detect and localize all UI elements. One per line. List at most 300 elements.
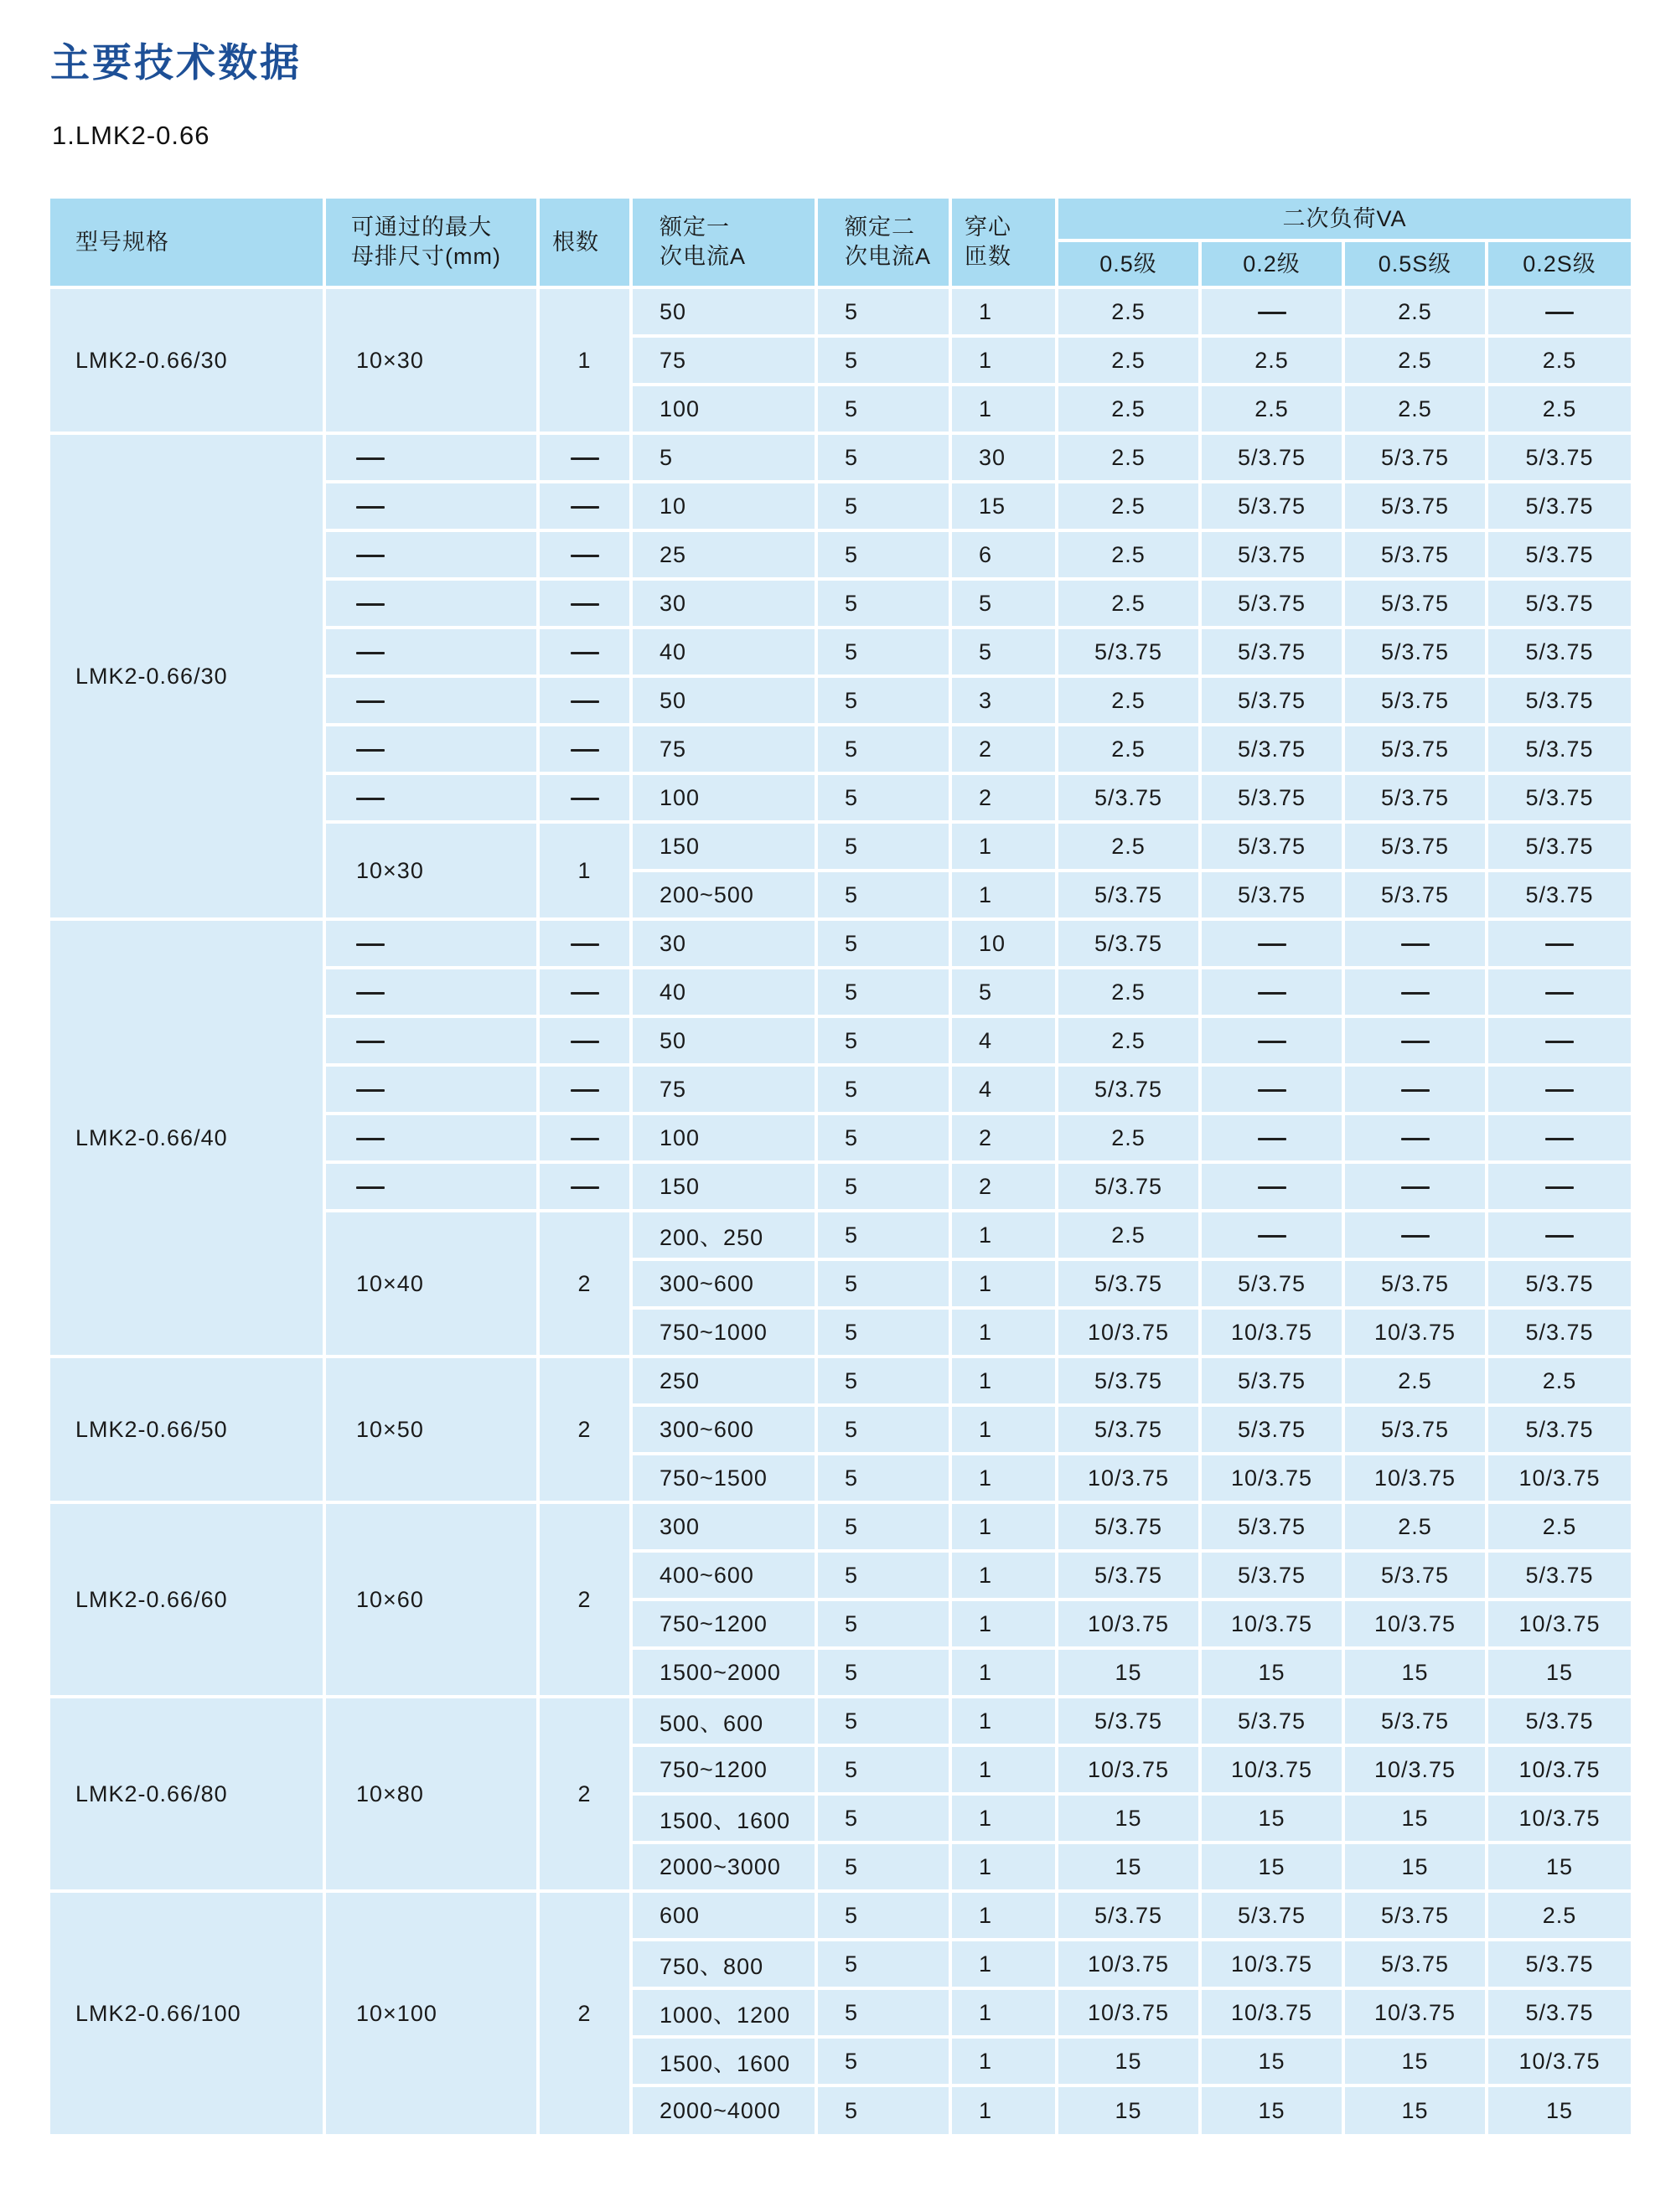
burden-cell-class-3: 10/3.75	[1487, 1745, 1631, 1794]
primary-current-cell: 25	[631, 530, 816, 579]
secondary-current-cell: 5	[816, 482, 950, 530]
dash-placeholder	[1401, 1186, 1430, 1189]
burden-cell-class-0: 2.5	[1057, 968, 1200, 1016]
primary-current-cell: 150	[631, 822, 816, 871]
dash-placeholder	[356, 1138, 385, 1140]
burden-cell-class-3: 5/3.75	[1487, 822, 1631, 871]
dash-placeholder	[1401, 1089, 1430, 1092]
burden-cell-class-3: 2.5	[1487, 1891, 1631, 1940]
turns-cell: 4	[950, 1065, 1057, 1114]
header-busbar: 可通过的最大 母排尺寸(mm)	[324, 199, 538, 287]
secondary-current-cell: 5	[816, 530, 950, 579]
burden-cell-class-1: 10/3.75	[1200, 1454, 1343, 1502]
turns-cell: 1	[950, 385, 1057, 433]
dash-placeholder	[356, 555, 385, 557]
dash-placeholder	[571, 603, 599, 606]
busbar-cell	[324, 773, 538, 822]
primary-current-cell: 750~1000	[631, 1308, 816, 1357]
burden-cell-class-1: 10/3.75	[1200, 1988, 1343, 2037]
dash-placeholder	[1545, 1186, 1574, 1189]
busbar-cell	[324, 676, 538, 725]
turns-cell: 1	[950, 1988, 1057, 2037]
dash-placeholder	[356, 992, 385, 995]
burden-cell-class-3: 5/3.75	[1487, 725, 1631, 773]
burden-cell-class-1: 15	[1200, 1648, 1343, 1697]
burden-cell-class-1: 15	[1200, 2037, 1343, 2085]
table-row	[50, 287, 1631, 336]
burden-cell-class-3: 15	[1487, 1842, 1631, 1891]
dash-placeholder	[356, 457, 385, 460]
burden-cell-class-1: 5/3.75	[1200, 1551, 1343, 1600]
burden-cell-class-2: 10/3.75	[1343, 1454, 1487, 1502]
busbar-cell	[324, 530, 538, 579]
roots-cell	[538, 725, 631, 773]
busbar-cell	[324, 725, 538, 773]
dash-placeholder	[1545, 943, 1574, 946]
burden-cell-class-1: 5/3.75	[1200, 433, 1343, 482]
roots-cell	[538, 676, 631, 725]
dash-placeholder	[571, 992, 599, 995]
dash-placeholder	[356, 1186, 385, 1189]
burden-cell-class-2	[1343, 968, 1487, 1016]
burden-cell-class-2: 15	[1343, 2085, 1487, 2134]
burden-cell-class-0: 2.5	[1057, 676, 1200, 725]
burden-cell-class-1: 10/3.75	[1200, 1940, 1343, 1988]
header-burden: 二次负荷VA	[1057, 199, 1631, 240]
secondary-current-cell: 5	[816, 1842, 950, 1891]
table-row	[50, 1697, 1631, 1745]
busbar-cell	[324, 1114, 538, 1162]
burden-cell-class-0: 5/3.75	[1057, 1259, 1200, 1308]
burden-cell-class-2: 2.5	[1343, 1502, 1487, 1551]
burden-cell-class-3	[1487, 1114, 1631, 1162]
secondary-current-cell: 5	[816, 2085, 950, 2134]
burden-cell-class-3: 5/3.75	[1487, 1551, 1631, 1600]
burden-cell-class-0: 2.5	[1057, 385, 1200, 433]
burden-cell-class-2: 5/3.75	[1343, 676, 1487, 725]
burden-cell-class-0: 2.5	[1057, 287, 1200, 336]
header-class-0: 0.5级	[1057, 240, 1200, 287]
turns-cell: 1	[950, 1211, 1057, 1259]
turns-cell: 5	[950, 628, 1057, 676]
dash-placeholder	[1401, 943, 1430, 946]
secondary-current-cell: 5	[816, 1697, 950, 1745]
turns-cell: 10	[950, 919, 1057, 968]
primary-current-cell: 2000~4000	[631, 2085, 816, 2134]
page-title: 主要技术数据	[50, 40, 302, 85]
dash-placeholder	[356, 700, 385, 703]
secondary-current-cell: 5	[816, 2037, 950, 2085]
burden-cell-class-1	[1200, 1211, 1343, 1259]
primary-current-cell: 750~1500	[631, 1454, 816, 1502]
turns-cell: 1	[950, 1940, 1057, 1988]
table-row	[50, 1891, 1631, 1940]
burden-cell-class-1: 5/3.75	[1200, 1891, 1343, 1940]
secondary-current-cell: 5	[816, 1891, 950, 1940]
burden-cell-class-0: 2.5	[1057, 336, 1200, 385]
burden-cell-class-2: 15	[1343, 1794, 1487, 1842]
burden-cell-class-1: 10/3.75	[1200, 1745, 1343, 1794]
primary-current-cell: 30	[631, 579, 816, 628]
burden-cell-class-3: 15	[1487, 1648, 1631, 1697]
roots-cell: 1	[538, 287, 631, 433]
burden-cell-class-2: 5/3.75	[1343, 1551, 1487, 1600]
table-row	[50, 433, 1631, 482]
primary-current-cell: 1500、1600	[631, 1794, 816, 1842]
burden-cell-class-3: 10/3.75	[1487, 2037, 1631, 2085]
burden-cell-class-1: 15	[1200, 2085, 1343, 2134]
burden-cell-class-2: 5/3.75	[1343, 1405, 1487, 1454]
busbar-cell: 10×80	[324, 1697, 538, 1891]
dash-placeholder	[1545, 1138, 1574, 1140]
secondary-current-cell: 5	[816, 725, 950, 773]
header-secondary-current: 额定二 次电流A	[816, 199, 950, 287]
primary-current-cell: 10	[631, 482, 816, 530]
dash-placeholder	[571, 943, 599, 946]
roots-cell	[538, 919, 631, 968]
burden-cell-class-1: 15	[1200, 1842, 1343, 1891]
burden-cell-class-3: 5/3.75	[1487, 871, 1631, 919]
burden-cell-class-0: 5/3.75	[1057, 1891, 1200, 1940]
secondary-current-cell: 5	[816, 579, 950, 628]
turns-cell: 1	[950, 871, 1057, 919]
turns-cell: 1	[950, 336, 1057, 385]
dash-placeholder	[571, 749, 599, 752]
burden-cell-class-3: 5/3.75	[1487, 530, 1631, 579]
primary-current-cell: 75	[631, 336, 816, 385]
primary-current-cell: 100	[631, 1114, 816, 1162]
secondary-current-cell: 5	[816, 1211, 950, 1259]
burden-cell-class-0: 15	[1057, 1842, 1200, 1891]
roots-cell: 2	[538, 1357, 631, 1502]
secondary-current-cell: 5	[816, 1648, 950, 1697]
turns-cell: 1	[950, 1648, 1057, 1697]
turns-cell: 15	[950, 482, 1057, 530]
header-turns: 穿心 匝数	[950, 199, 1057, 287]
busbar-cell: 10×100	[324, 1891, 538, 2134]
turns-cell: 2	[950, 1162, 1057, 1211]
busbar-cell	[324, 1065, 538, 1114]
burden-cell-class-0: 5/3.75	[1057, 1162, 1200, 1211]
model-series-subtitle: 1.LMK2-0.66	[52, 121, 210, 150]
spec-table-body	[50, 287, 1631, 2134]
secondary-current-cell: 5	[816, 1600, 950, 1648]
dash-placeholder	[1545, 1235, 1574, 1238]
burden-cell-class-1: 2.5	[1200, 385, 1343, 433]
burden-cell-class-3: 2.5	[1487, 385, 1631, 433]
burden-cell-class-3: 5/3.75	[1487, 676, 1631, 725]
burden-cell-class-0: 5/3.75	[1057, 1551, 1200, 1600]
secondary-current-cell: 5	[816, 1988, 950, 2037]
header-roots: 根数	[538, 199, 631, 287]
primary-current-cell: 1500、1600	[631, 2037, 816, 2085]
header-class-1: 0.2级	[1200, 240, 1343, 287]
burden-cell-class-0: 15	[1057, 2037, 1200, 2085]
burden-cell-class-1	[1200, 1065, 1343, 1114]
secondary-current-cell: 5	[816, 871, 950, 919]
burden-cell-class-0: 10/3.75	[1057, 1308, 1200, 1357]
busbar-cell: 10×30	[324, 822, 538, 919]
busbar-cell: 10×60	[324, 1502, 538, 1697]
burden-cell-class-2: 2.5	[1343, 1357, 1487, 1405]
turns-cell: 2	[950, 1114, 1057, 1162]
dash-placeholder	[1258, 312, 1286, 314]
primary-current-cell: 300~600	[631, 1259, 816, 1308]
turns-cell: 1	[950, 1259, 1057, 1308]
dash-placeholder	[356, 943, 385, 946]
busbar-cell: 10×50	[324, 1357, 538, 1502]
header-model: 型号规格	[50, 199, 324, 287]
turns-cell: 1	[950, 1405, 1057, 1454]
burden-cell-class-2	[1343, 1016, 1487, 1065]
roots-cell: 2	[538, 1697, 631, 1891]
primary-current-cell: 100	[631, 385, 816, 433]
burden-cell-class-1	[1200, 1162, 1343, 1211]
turns-cell: 1	[950, 1794, 1057, 1842]
model-cell: LMK2-0.66/60	[50, 1502, 324, 1697]
burden-cell-class-0: 2.5	[1057, 725, 1200, 773]
secondary-current-cell: 5	[816, 968, 950, 1016]
burden-cell-class-0: 5/3.75	[1057, 628, 1200, 676]
dash-placeholder	[1545, 1089, 1574, 1092]
dash-placeholder	[571, 1186, 599, 1189]
burden-cell-class-0: 2.5	[1057, 1114, 1200, 1162]
secondary-current-cell: 5	[816, 1405, 950, 1454]
burden-cell-class-2	[1343, 1211, 1487, 1259]
primary-current-cell: 200~500	[631, 871, 816, 919]
dash-placeholder	[356, 1089, 385, 1092]
primary-current-cell: 150	[631, 1162, 816, 1211]
primary-current-cell: 250	[631, 1357, 816, 1405]
secondary-current-cell: 5	[816, 1940, 950, 1988]
burden-cell-class-1	[1200, 968, 1343, 1016]
busbar-cell	[324, 1016, 538, 1065]
roots-cell	[538, 628, 631, 676]
dash-placeholder	[571, 798, 599, 800]
dash-placeholder	[571, 555, 599, 557]
burden-cell-class-3: 5/3.75	[1487, 1308, 1631, 1357]
model-cell: LMK2-0.66/40	[50, 919, 324, 1357]
turns-cell: 1	[950, 1308, 1057, 1357]
dash-placeholder	[1545, 992, 1574, 995]
burden-cell-class-1: 5/3.75	[1200, 676, 1343, 725]
roots-cell: 2	[538, 1891, 631, 2134]
turns-cell: 5	[950, 968, 1057, 1016]
burden-cell-class-3	[1487, 287, 1631, 336]
model-cell: LMK2-0.66/100	[50, 1891, 324, 2134]
secondary-current-cell: 5	[816, 1162, 950, 1211]
secondary-current-cell: 5	[816, 1794, 950, 1842]
burden-cell-class-1: 5/3.75	[1200, 1405, 1343, 1454]
roots-cell	[538, 579, 631, 628]
turns-cell: 2	[950, 725, 1057, 773]
burden-cell-class-1	[1200, 919, 1343, 968]
burden-cell-class-1: 5/3.75	[1200, 822, 1343, 871]
busbar-cell	[324, 968, 538, 1016]
burden-cell-class-2: 5/3.75	[1343, 773, 1487, 822]
model-cell: LMK2-0.66/80	[50, 1697, 324, 1891]
header-class-3: 0.2S级	[1487, 240, 1631, 287]
primary-current-cell: 2000~3000	[631, 1842, 816, 1891]
turns-cell: 1	[950, 1745, 1057, 1794]
burden-cell-class-0: 2.5	[1057, 482, 1200, 530]
burden-cell-class-0: 10/3.75	[1057, 1745, 1200, 1794]
secondary-current-cell: 5	[816, 433, 950, 482]
roots-cell	[538, 433, 631, 482]
dash-placeholder	[1401, 992, 1430, 995]
dash-placeholder	[1401, 1041, 1430, 1043]
header-class-2: 0.5S级	[1343, 240, 1487, 287]
turns-cell: 1	[950, 1842, 1057, 1891]
header-primary-current: 额定一 次电流A	[631, 199, 816, 287]
roots-cell	[538, 1065, 631, 1114]
burden-cell-class-3	[1487, 919, 1631, 968]
secondary-current-cell: 5	[816, 919, 950, 968]
model-cell: LMK2-0.66/50	[50, 1357, 324, 1502]
primary-current-cell: 50	[631, 1016, 816, 1065]
burden-cell-class-2: 5/3.75	[1343, 822, 1487, 871]
burden-cell-class-3: 5/3.75	[1487, 1988, 1631, 2037]
burden-cell-class-2: 15	[1343, 1648, 1487, 1697]
dash-placeholder	[1545, 1041, 1574, 1043]
burden-cell-class-1: 5/3.75	[1200, 725, 1343, 773]
burden-cell-class-3: 5/3.75	[1487, 1697, 1631, 1745]
busbar-cell	[324, 579, 538, 628]
burden-cell-class-2: 2.5	[1343, 385, 1487, 433]
busbar-cell	[324, 628, 538, 676]
burden-cell-class-0: 5/3.75	[1057, 919, 1200, 968]
burden-cell-class-0: 10/3.75	[1057, 1988, 1200, 2037]
table-row	[50, 919, 1631, 968]
burden-cell-class-2: 15	[1343, 2037, 1487, 2085]
burden-cell-class-0: 15	[1057, 1648, 1200, 1697]
burden-cell-class-3	[1487, 968, 1631, 1016]
roots-cell	[538, 530, 631, 579]
burden-cell-class-0: 15	[1057, 2085, 1200, 2134]
busbar-cell	[324, 1162, 538, 1211]
primary-current-cell: 750~1200	[631, 1600, 816, 1648]
secondary-current-cell: 5	[816, 1357, 950, 1405]
secondary-current-cell: 5	[816, 1308, 950, 1357]
burden-cell-class-0: 5/3.75	[1057, 1502, 1200, 1551]
burden-cell-class-2: 5/3.75	[1343, 725, 1487, 773]
burden-cell-class-3: 10/3.75	[1487, 1454, 1631, 1502]
burden-cell-class-2: 10/3.75	[1343, 1308, 1487, 1357]
dash-placeholder	[356, 506, 385, 509]
busbar-cell: 10×40	[324, 1211, 538, 1357]
model-cell: LMK2-0.66/30	[50, 433, 324, 919]
primary-current-cell: 600	[631, 1891, 816, 1940]
dash-placeholder	[356, 798, 385, 800]
turns-cell: 6	[950, 530, 1057, 579]
primary-current-cell: 1000、1200	[631, 1988, 816, 2037]
burden-cell-class-0: 2.5	[1057, 1211, 1200, 1259]
roots-cell	[538, 1114, 631, 1162]
burden-cell-class-3: 5/3.75	[1487, 1405, 1631, 1454]
burden-cell-class-3	[1487, 1162, 1631, 1211]
primary-current-cell: 200、250	[631, 1211, 816, 1259]
primary-current-cell: 1500~2000	[631, 1648, 816, 1697]
secondary-current-cell: 5	[816, 676, 950, 725]
primary-current-cell: 300~600	[631, 1405, 816, 1454]
roots-cell	[538, 482, 631, 530]
turns-cell: 1	[950, 1891, 1057, 1940]
burden-cell-class-1: 5/3.75	[1200, 482, 1343, 530]
burden-cell-class-3: 5/3.75	[1487, 579, 1631, 628]
burden-cell-class-3	[1487, 1211, 1631, 1259]
burden-cell-class-0: 2.5	[1057, 530, 1200, 579]
burden-cell-class-2: 5/3.75	[1343, 433, 1487, 482]
turns-cell: 1	[950, 1502, 1057, 1551]
turns-cell: 30	[950, 433, 1057, 482]
spec-table-head	[50, 199, 1631, 287]
burden-cell-class-2: 5/3.75	[1343, 628, 1487, 676]
spec-table	[50, 199, 1631, 2134]
turns-cell: 2	[950, 773, 1057, 822]
burden-cell-class-3: 5/3.75	[1487, 773, 1631, 822]
roots-cell: 2	[538, 1502, 631, 1697]
turns-cell: 3	[950, 676, 1057, 725]
burden-cell-class-3: 15	[1487, 2085, 1631, 2134]
burden-cell-class-1: 5/3.75	[1200, 1357, 1343, 1405]
burden-cell-class-2: 5/3.75	[1343, 482, 1487, 530]
burden-cell-class-0: 15	[1057, 1794, 1200, 1842]
burden-cell-class-3: 2.5	[1487, 1502, 1631, 1551]
burden-cell-class-2	[1343, 1162, 1487, 1211]
burden-cell-class-0: 2.5	[1057, 822, 1200, 871]
burden-cell-class-0: 5/3.75	[1057, 773, 1200, 822]
busbar-cell	[324, 482, 538, 530]
burden-cell-class-0: 5/3.75	[1057, 1357, 1200, 1405]
burden-cell-class-3: 5/3.75	[1487, 433, 1631, 482]
dash-placeholder	[571, 700, 599, 703]
turns-cell: 1	[950, 2037, 1057, 2085]
turns-cell: 4	[950, 1016, 1057, 1065]
burden-cell-class-0: 5/3.75	[1057, 1697, 1200, 1745]
turns-cell: 5	[950, 579, 1057, 628]
burden-cell-class-2: 10/3.75	[1343, 1745, 1487, 1794]
burden-cell-class-1: 10/3.75	[1200, 1308, 1343, 1357]
secondary-current-cell: 5	[816, 773, 950, 822]
burden-cell-class-3: 5/3.75	[1487, 1940, 1631, 1988]
burden-cell-class-2: 5/3.75	[1343, 579, 1487, 628]
busbar-cell	[324, 433, 538, 482]
burden-cell-class-1: 5/3.75	[1200, 1697, 1343, 1745]
roots-cell: 2	[538, 1211, 631, 1357]
secondary-current-cell: 5	[816, 1551, 950, 1600]
primary-current-cell: 40	[631, 628, 816, 676]
burden-cell-class-2: 5/3.75	[1343, 1940, 1487, 1988]
dash-placeholder	[356, 1041, 385, 1043]
primary-current-cell: 30	[631, 919, 816, 968]
secondary-current-cell: 5	[816, 1502, 950, 1551]
secondary-current-cell: 5	[816, 1454, 950, 1502]
burden-cell-class-0: 2.5	[1057, 579, 1200, 628]
burden-cell-class-1: 5/3.75	[1200, 1259, 1343, 1308]
table-row	[50, 1502, 1631, 1551]
burden-cell-class-3	[1487, 1065, 1631, 1114]
secondary-current-cell: 5	[816, 385, 950, 433]
dash-placeholder	[356, 603, 385, 606]
burden-cell-class-3: 2.5	[1487, 336, 1631, 385]
burden-cell-class-0: 5/3.75	[1057, 1405, 1200, 1454]
dash-placeholder	[1258, 1041, 1286, 1043]
burden-cell-class-2: 15	[1343, 1842, 1487, 1891]
burden-cell-class-0: 10/3.75	[1057, 1940, 1200, 1988]
burden-cell-class-0: 5/3.75	[1057, 871, 1200, 919]
burden-cell-class-1: 2.5	[1200, 336, 1343, 385]
burden-cell-class-2: 5/3.75	[1343, 1697, 1487, 1745]
